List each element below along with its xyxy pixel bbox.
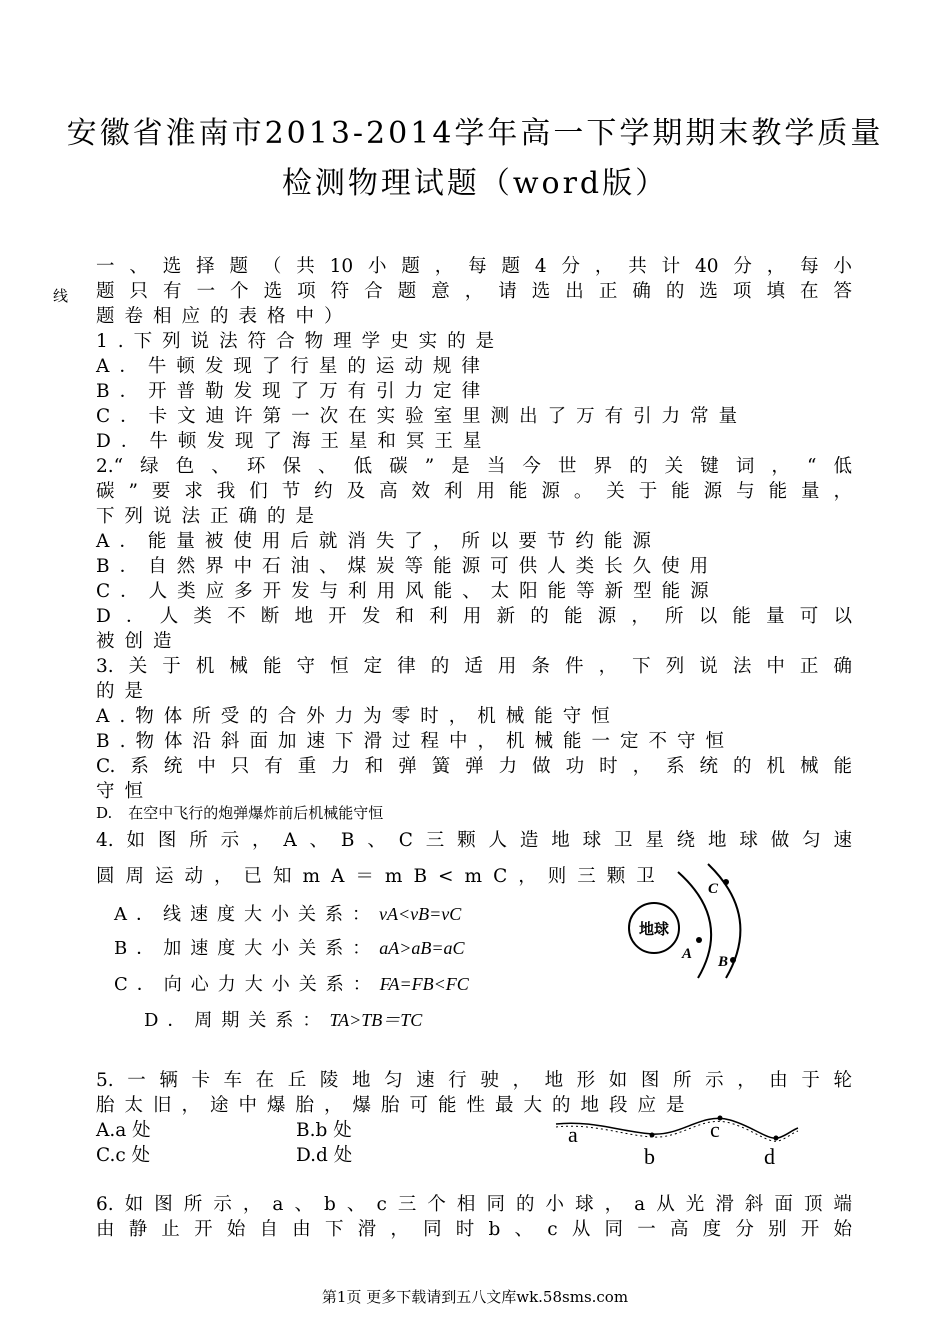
q3-option-c-line-1: C.系统中只有重力和弹簧弹力做功时，系统的机械能 (96, 756, 852, 777)
q4-option-c-formula: FA=FB<FC (379, 974, 469, 994)
point-c-label: c (710, 1117, 720, 1142)
point-b-dot (650, 1133, 655, 1138)
q1-option-a: A．牛顿发现了行星的运动规律 (96, 356, 490, 377)
q5-option-d: D.d 处 (296, 1145, 353, 1166)
q3-option-c-line-2: 守恒 (96, 781, 154, 802)
satellite-b-dot (730, 957, 736, 963)
q2-stem-line-2: 碳”要求我们节约及高效利用能源。关于能源与能量， (96, 481, 852, 502)
q2-option-d-line-2: 被创造 (96, 631, 182, 652)
q5-stem-line-2: 胎太旧，途中爆胎，爆胎可能性最大的地段应是 (96, 1095, 695, 1116)
terrain-diagram (552, 1110, 802, 1172)
binding-line-mark: 线 (51, 288, 69, 303)
q2-option-d-line-1: D．人类不断地开发和利用新的能源，所以能量可以 (96, 606, 852, 627)
q5-stem-line-1: 5.一辆卡车在丘陵地匀速行驶，地形如图所示，由于轮 (96, 1070, 852, 1091)
q1-option-c: C．卡文迪许第一次在实验室里测出了万有引力常量 (96, 406, 748, 427)
section-header-line-1: 一、选择题（共10小题，每题4分，共计40分，每小 (96, 256, 852, 277)
q4-option-a (114, 900, 461, 926)
q5-option-b: B.b 处 (296, 1120, 352, 1141)
q4-option-a-text: A．线速度大小关系： (114, 904, 379, 925)
q1-stem: 1.下列说法符合物理学史实的是 (96, 331, 505, 352)
point-b-label: b (644, 1144, 655, 1169)
q3-option-a: A.物体所受的合外力为零时，机械能守恒 (96, 706, 620, 727)
q1-option-d: D．牛顿发现了海王星和冥王星 (96, 431, 492, 452)
satellite-c-label: C (708, 881, 719, 897)
q6-stem-line-1: 6.如图所示，a、b、c三个相同的小球，a从光滑斜面顶端 (96, 1194, 852, 1215)
q4-option-d-text: D．周期关系： (144, 1010, 330, 1031)
q3-stem-line-2: 的是 (96, 681, 154, 702)
terrain-surface (556, 1118, 798, 1138)
satellite-a-label: A (682, 946, 693, 962)
q4-option-b (114, 934, 465, 960)
satellite-b-label: B (718, 954, 729, 970)
q4-option-a-formula: vA<vB=vC (379, 904, 462, 924)
q4-stem-line-1: 4.如图所示，A、B、C三颗人造地球卫星绕地球做匀速 (96, 830, 852, 851)
q4-option-d (144, 1006, 422, 1032)
q2-option-c: C．人类应多开发与利用风能、太阳能等新型能源 (96, 581, 719, 602)
q5-option-c: C.c 处 (96, 1145, 151, 1166)
q4-option-c-text: C．向心力大小关系： (114, 974, 380, 995)
q2-stem-line-3: 下列说法正确的是 (96, 506, 325, 527)
point-a-label: a (568, 1122, 578, 1147)
inner-orbit (678, 872, 711, 978)
satellite-a-dot (696, 937, 702, 943)
satellite-c-dot (723, 879, 729, 885)
page-footer: 第1页 更多下载请到五八文库wk.58sms.com (321, 1288, 629, 1306)
section-header-line-2: 题只有一个选项符合题意，请选出正确的选项填在答 (96, 281, 852, 302)
q4-stem-line-2: 圆周运动，已知mA＝mB<mC，则三颗卫 (96, 866, 666, 887)
section-header-line-3: 题卷相应的表格中） (96, 306, 353, 327)
q4-option-c (114, 970, 469, 996)
q4-option-d-formula: TA>TB＝TC (329, 1010, 423, 1030)
q3-option-d (96, 802, 383, 823)
q3-stem-line-1: 3.关于机械能守恒定律的适用条件，下列说法中正确 (96, 656, 852, 677)
title-line-2: 检测物理试题（word版） (281, 166, 669, 201)
q3-option-b: B.物体沿斜面加速下滑过程中，机械能一定不守恒 (96, 731, 734, 752)
q4-option-b-formula: aA>aB=aC (379, 938, 465, 958)
point-d-label: d (764, 1144, 775, 1169)
q2-option-b: B．自然界中石油、煤炭等能源可供人类长久使用 (96, 556, 719, 577)
q1-option-b: B．开普勒发现了万有引力定律 (96, 381, 491, 402)
q3-option-d-label: D. (96, 804, 113, 822)
q2-option-a: A．能量被使用后就消失了，所以要节约能源 (96, 531, 661, 552)
q4-option-b-text: B．加速度大小关系： (114, 938, 380, 959)
point-d-dot (774, 1136, 779, 1141)
earth-label: 地球 (638, 922, 670, 938)
q3-option-d-text: 在空中飞行的炮弹爆炸前后机械能守恒 (128, 804, 384, 822)
q2-stem-line-1: 2.“绿色、环保、低碳”是当今世界的关键词，“低 (96, 456, 852, 477)
title-line-1: 安徽省淮南市2013-2014学年高一下学期期末教学质量 (66, 116, 884, 151)
satellite-orbit-diagram (620, 860, 750, 980)
q6-stem-line-2: 由静止开始自由下滑，同时b、c从同一高度分别开始 (96, 1219, 852, 1240)
q5-option-a: A.a 处 (96, 1120, 151, 1141)
